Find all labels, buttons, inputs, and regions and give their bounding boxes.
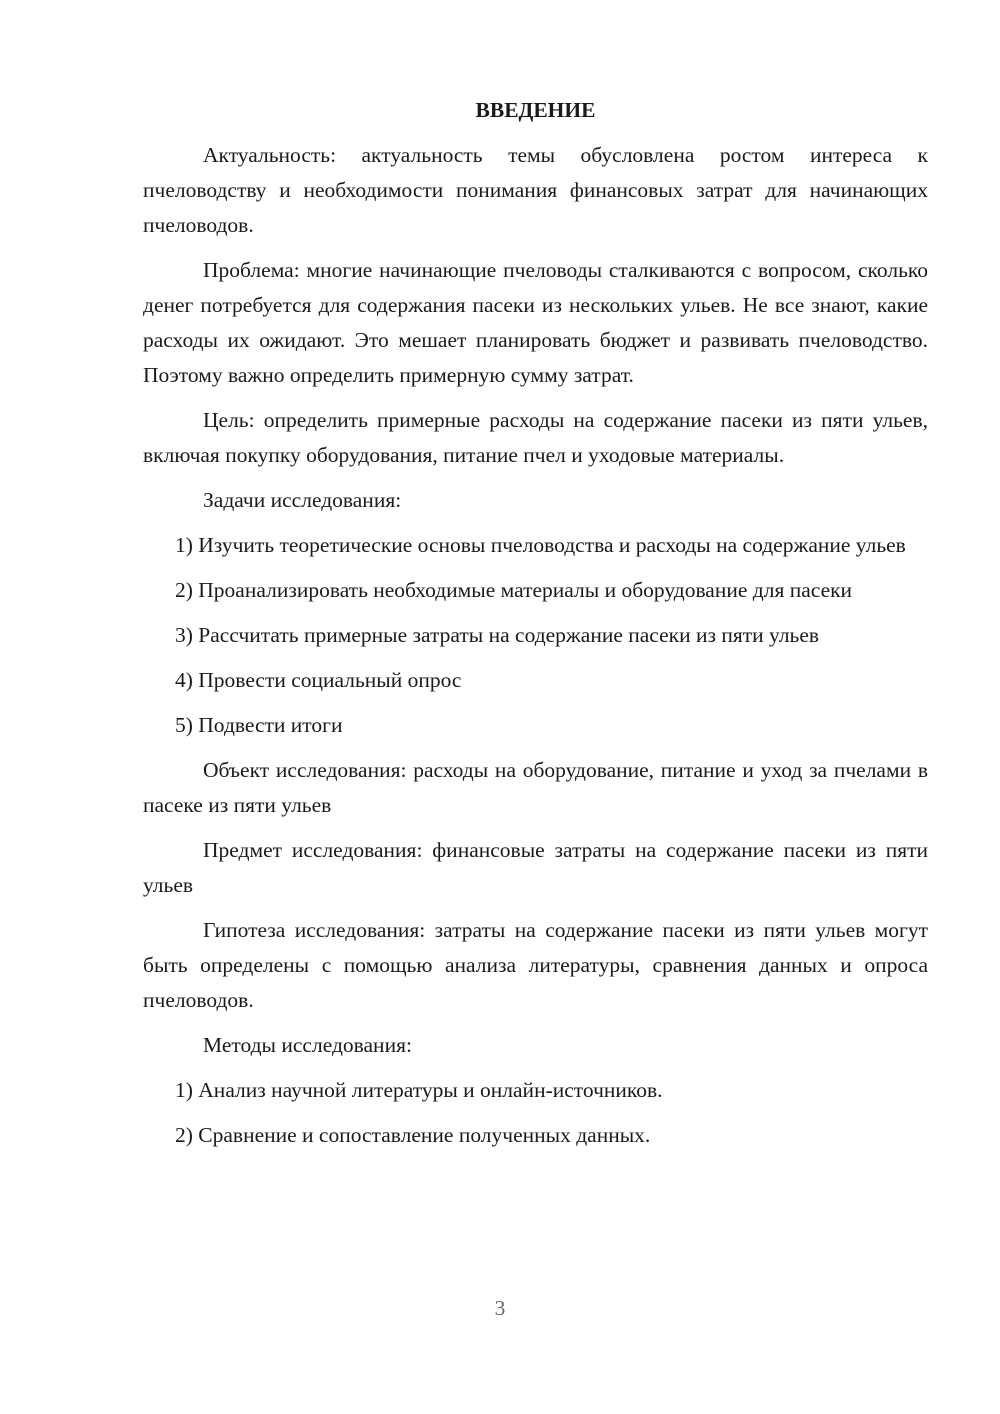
task-item-3: 3) Рассчитать примерные затраты на содержание пасеки из пяти ульев <box>175 623 820 647</box>
task-item-2: 2) Проанализировать необходимые материалы и оборудование для пасеки <box>175 578 853 602</box>
method-item-2: 2) Сравнение и сопоставление полученных данных. <box>175 1123 651 1147</box>
methods-heading: Методы исследования: <box>203 1033 412 1057</box>
page-number: 3 <box>494 1296 506 1320</box>
task-item-4: 4) Провести социальный опрос <box>175 668 462 692</box>
document-page <box>143 93 928 1163</box>
hypothesis-paragraph: Гипотеза исследования: затраты на содержание пасеки из пяти ульев могут быть определены с помощью анализа литературы, сравнения данных и опроса пчеловодов. <box>143 918 928 1012</box>
subject-paragraph: Предмет исследования: финансовые затраты на содержание пасеки из пяти ульев <box>143 838 928 897</box>
object-paragraph: Объект исследования: расходы на оборудование, питание и уход за пчелами в пасеке из пяти ульев <box>143 758 928 817</box>
section-title: ВВЕДЕНИЕ <box>475 98 596 122</box>
problem-paragraph: Проблема: многие начинающие пчеловоды сталкиваются с вопросом, сколько денег потребуется для содержания пасеки из нескольких ульев. Не все знают, какие расходы их ожидают. Это мешает планировать бюджет и развивать пчеловодство. Поэтому важно определить примерную сумму затрат. <box>143 258 928 387</box>
relevance-paragraph: Актуальность: актуальность темы обусловлена ростом интереса к пчеловодству и необходимости понимания финансовых затрат для начинающих пчеловодов. <box>143 143 928 237</box>
method-item-1: 1) Анализ научной литературы и онлайн-источников. <box>175 1078 663 1102</box>
task-item-5: 5) Подвести итоги <box>175 713 343 737</box>
goal-paragraph: Цель: определить примерные расходы на содержание пасеки из пяти ульев, включая покупку оборудования, питание пчел и уходовые материалы. <box>143 408 928 467</box>
tasks-heading: Задачи исследования: <box>203 488 402 512</box>
task-item-1: 1) Изучить теоретические основы пчеловодства и расходы на содержание ульев <box>175 533 906 557</box>
